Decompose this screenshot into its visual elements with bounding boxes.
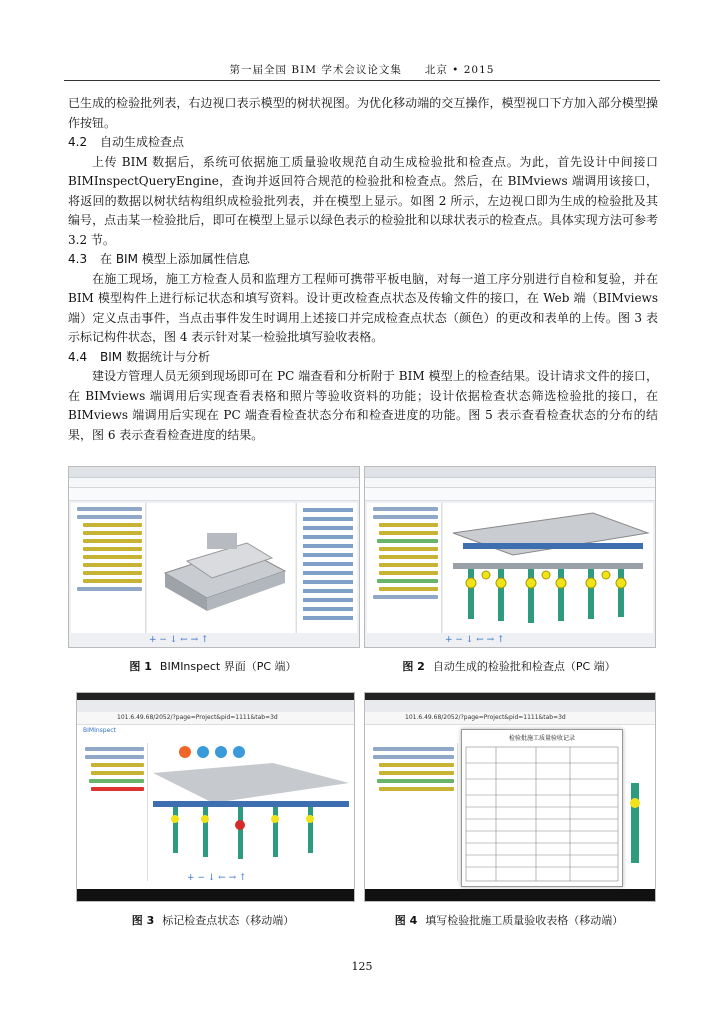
inspection-lot-tree (71, 503, 146, 633)
figure-4-screenshot (364, 692, 656, 902)
browser-addressbar (69, 478, 359, 488)
figure-2-caption: 图 2 自动生成的检验批和检查点（PC 端） (402, 660, 616, 673)
form-title: 检验批施工质量验收记录 (508, 735, 575, 742)
model-structure-tree (296, 503, 357, 633)
figure-4-caption: 图 4 填写检验批施工质量验收表格（移动端） (394, 914, 624, 927)
inspection-lot-tree (79, 743, 148, 881)
form-table-grid (462, 745, 622, 885)
section-paragraph-4-4: 建设方管理人员无须到现场即可在 PC 端查看和分析附于 BIM 模型上的检查结果。设计请求文件的接口，在 BIMviews 端调用后实现查看表格和照片等验收资料的功能；设计依据检查状态筛选检验批的接口，在 BIMviews 端调用后实现在 PC 端查看检查状态分布和检查进度的功能。图 5 表示查看检查状态的分布的结果，图 6 表示查看检查进度的结果。 (68, 369, 658, 442)
section-paragraph-4-2: 上传 BIM 数据后，系统可依据施工质量验收规范自动生成检验批和检查点。为此，首先设计中间接口 BIMInspectQueryEngine，查询并返回符合规范的检验批和检查点。然后，在 BIMviews 端调用该接口，将返回的数据以树状结构组织成检验批列表，并在模型上显示。如图 2 所示，左边视口即为生成的检验批及其编号，点击某一检验批后，即可在模型上显示以绿色表示的检验批和以球状表示的检查点。具体实现方法可参考 3.2 节。 (68, 154, 658, 247)
mobile-model-viewport (153, 743, 349, 873)
section-heading-4-4: 4.4 BIM 数据统计与分析 (68, 349, 210, 364)
mobile-address-bar[interactable]: 101.6.49.68/2052/?page=Project&pid=1111&tab=3d (365, 712, 655, 725)
section-paragraph-4-3: 在施工现场，施工方检查人员和监理方工程师可携带平板电脑，对每一道工序分别进行自检和复验，并在 BIM 模型构件上进行标记状态和填写资料。设计更改检查点状态及传输文件的接口，在 Web 端（BIMviews 端）定义点击事件，当点击事件发生时调用上述接口并完成检查点状态（颜色）的更改和表单的上传。图 3 表示标记构件状态，图 4 表示针对某一检验批填写验收表格。 (68, 271, 658, 344)
inspection-lot-tree (367, 503, 442, 633)
figure-3-screenshot (76, 692, 355, 902)
figure-1-caption: 图 1 BIMInspect 界面（PC 端） (129, 660, 297, 673)
figure-1-screenshot (68, 466, 360, 648)
model-background (623, 773, 653, 873)
section-heading-4-3: 4.3 在 BIM 模型上添加属性信息 (68, 252, 250, 266)
header-rule (64, 80, 660, 81)
building-model (147, 503, 295, 633)
browser-addressbar (365, 478, 655, 488)
browser-tabbar (69, 467, 359, 478)
acceptance-form[interactable] (461, 729, 623, 887)
viewport-controls[interactable]: + − ↓ ← → ↑ (187, 873, 247, 883)
app-navbar (69, 488, 359, 501)
building-model-with-checkpoints (443, 503, 651, 633)
browser-tabbar (365, 467, 655, 478)
app-navbar (365, 488, 655, 501)
android-navbar (365, 889, 655, 901)
model-viewport (443, 503, 653, 633)
model-viewport (147, 503, 295, 633)
app-brand[interactable]: BIMInspect (83, 727, 116, 734)
page-number: 125 (351, 960, 373, 973)
viewport-controls[interactable]: + − ↓ ← → ↑ (149, 635, 209, 645)
mobile-address-bar[interactable]: 101.6.49.68/2052/?page=Project&pid=1111&tab=3d (77, 712, 354, 725)
intro-paragraph: 已生成的检验批列表，右边视口表示模型的树状视图。为优化移动端的交互操作，模型视口下方加入部分模型操作按钮。 (68, 96, 658, 130)
running-header: 第一届全国 BIM 学术会议论文集 北京 • 2015 (229, 64, 495, 76)
figure-2-screenshot (364, 466, 656, 648)
android-navbar (77, 889, 354, 901)
viewport-controls[interactable]: + − ↓ ← → ↑ (445, 635, 505, 645)
body-text (68, 94, 658, 445)
inspection-lot-tree (367, 743, 458, 881)
figure-3-caption: 图 3 标记检查点状态（移动端） (131, 914, 295, 927)
section-heading-4-2: 4.2 自动生成检查点 (68, 135, 185, 149)
